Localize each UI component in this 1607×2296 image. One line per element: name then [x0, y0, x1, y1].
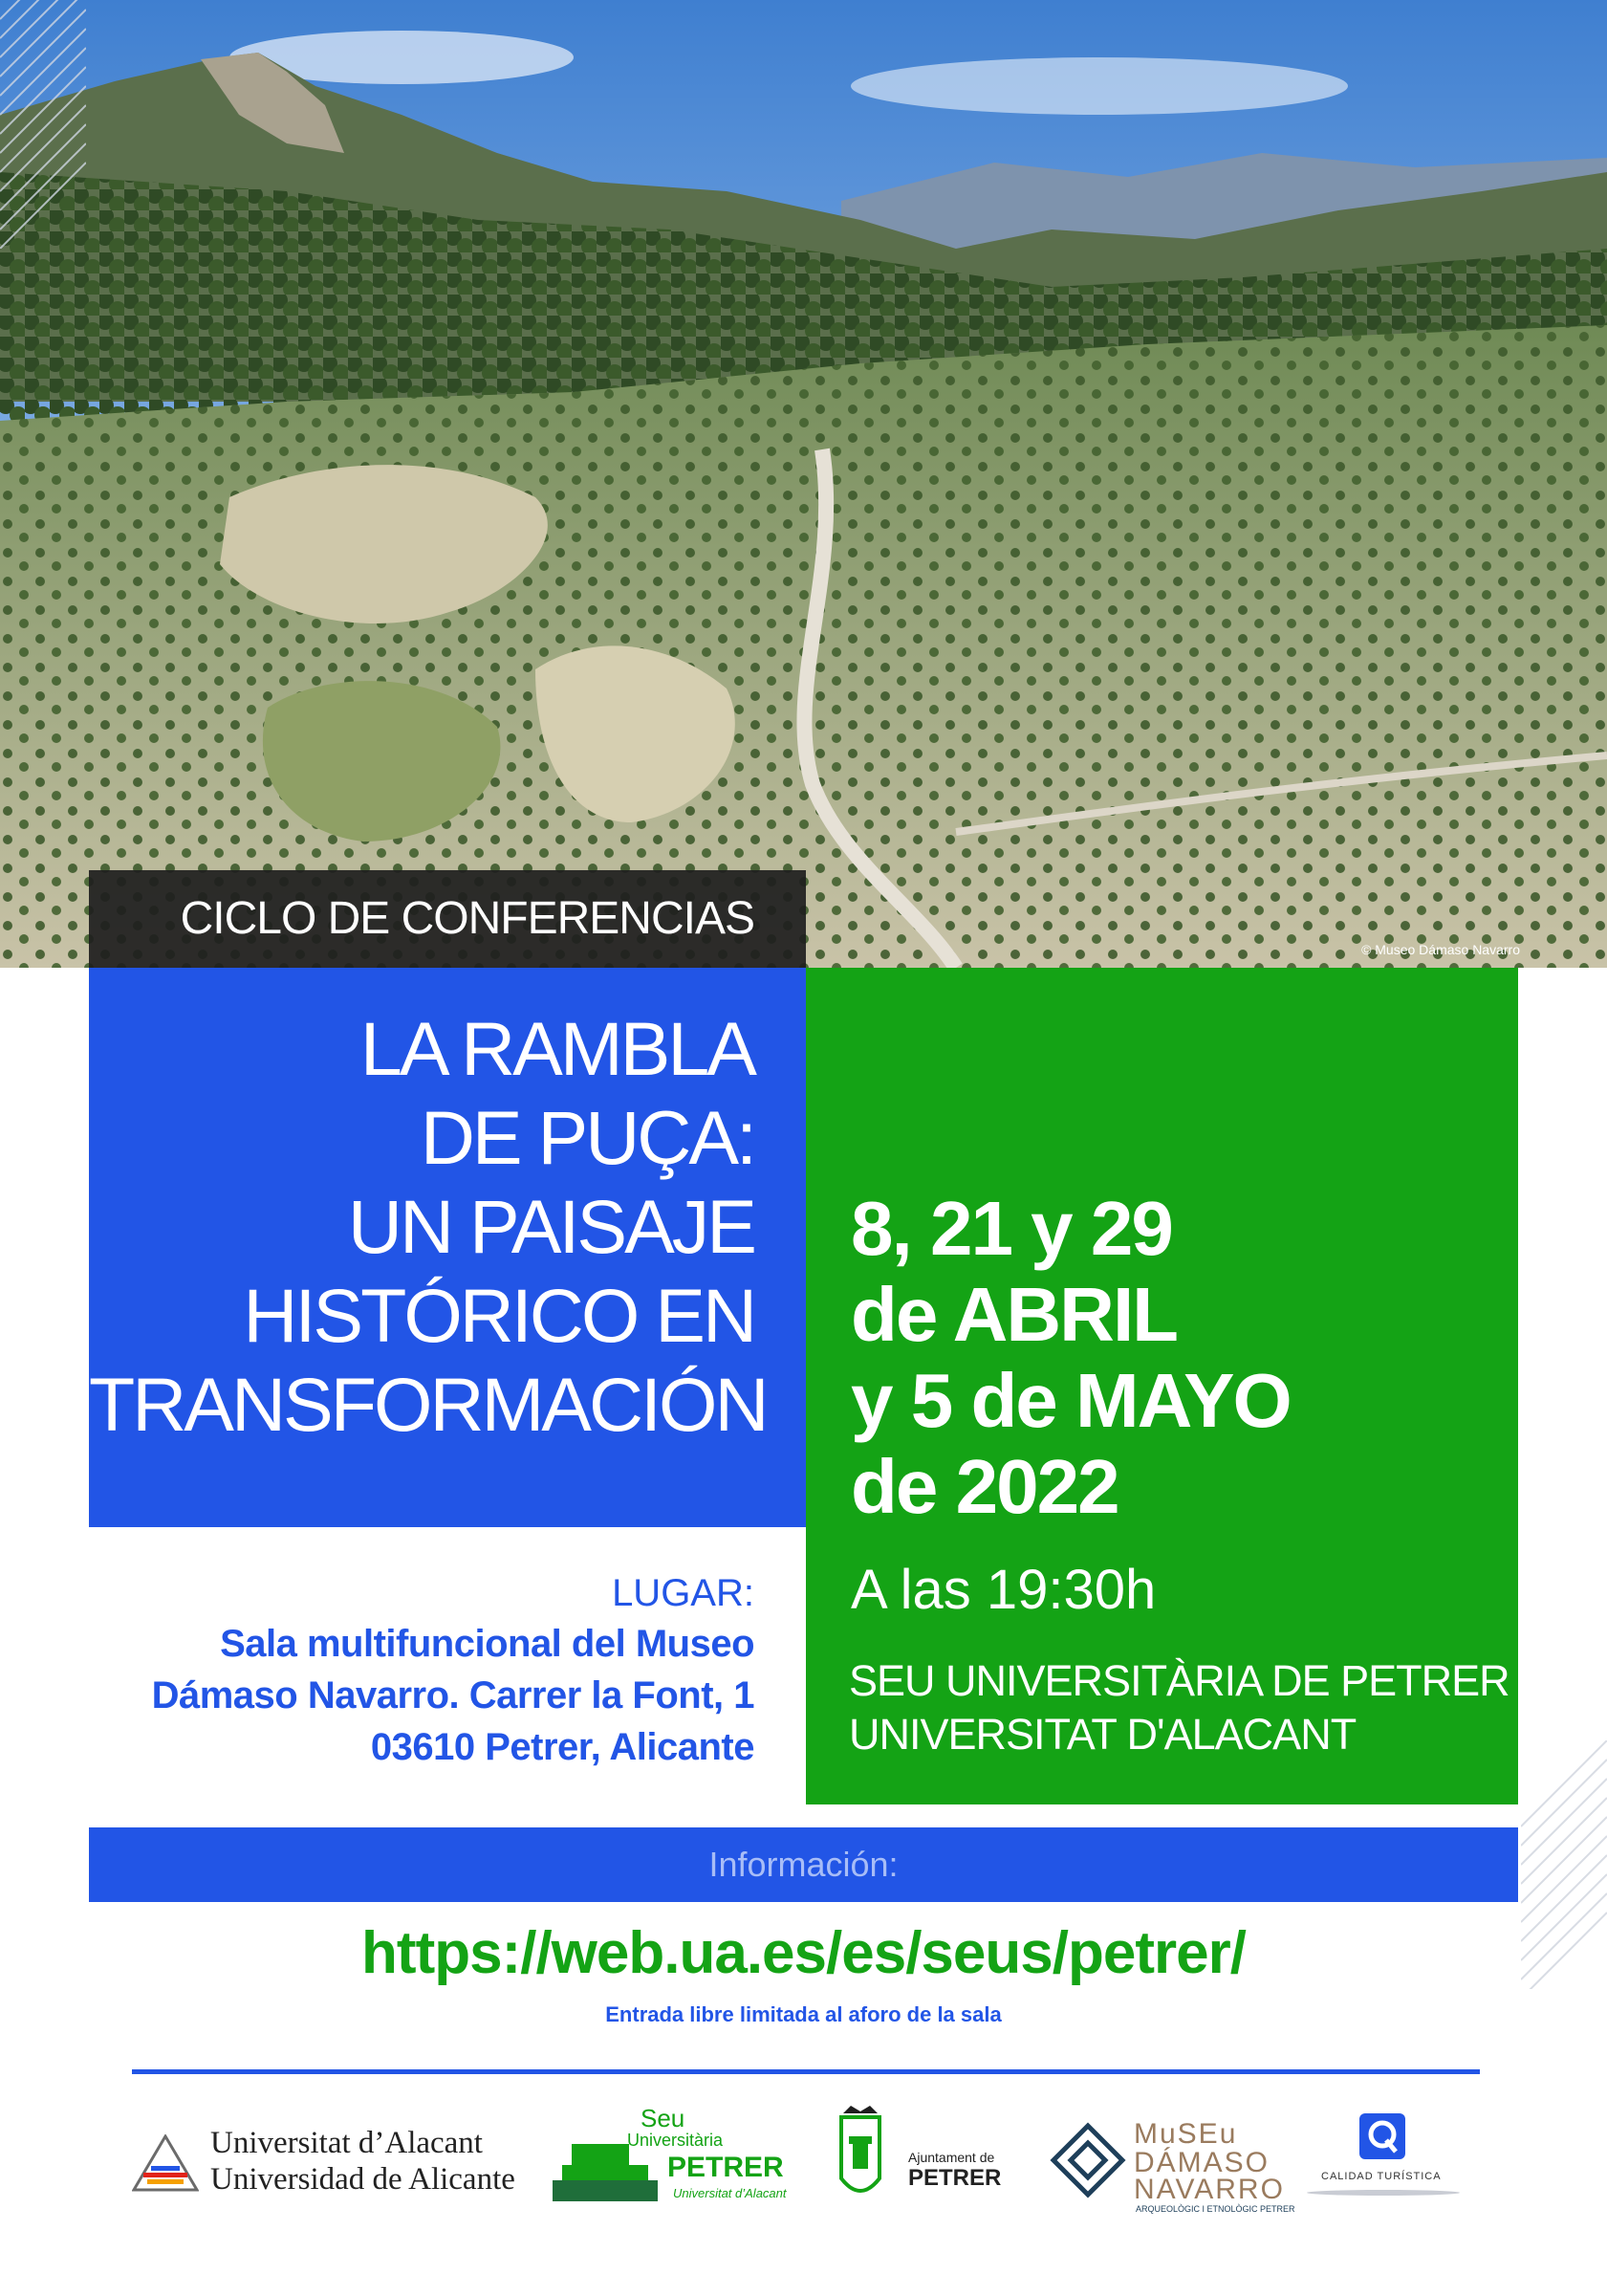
ua-emblem-icon [132, 2134, 199, 2192]
title-line: UN PAISAJE [347, 1184, 754, 1269]
event-time: A las 19:30h [851, 1559, 1157, 1621]
museo-word: MuSEu [1134, 2118, 1238, 2150]
calidad-label: CALIDAD TURÍSTICA [1321, 2171, 1442, 2182]
info-label: Información: [708, 1845, 899, 1884]
entry-note: Entrada libre limitada al aforo de la sala [605, 2002, 1002, 2026]
date-line: de 2022 [851, 1444, 1118, 1529]
event-title [89, 1004, 767, 1449]
organizer-line: SEU UNIVERSITÀRIA DE PETRER [849, 1656, 1509, 1705]
ua-name-spanish: Universidad de Alicante [210, 2162, 515, 2197]
ciclo-label: CICLO DE CONFERENCIAS [180, 893, 754, 944]
seu-petrer: PETRER [667, 2152, 784, 2183]
title-line: LA RAMBLA [359, 1006, 754, 1091]
universitat-alacant-logo [132, 2125, 524, 2201]
title-line: TRANSFORMACIÓN [89, 1362, 767, 1447]
ajuntament-petrer: PETRER [908, 2165, 1002, 2191]
date-line: de ABRIL [851, 1272, 1178, 1357]
calidad-turistica-logo [1302, 2111, 1465, 2202]
landscape-photo [0, 0, 1607, 968]
calidad-swoosh [1307, 2190, 1460, 2196]
title-line: HISTÓRICO EN [243, 1273, 754, 1358]
museo-emblem-icon [1050, 2122, 1126, 2198]
photo-credit: © Museo Dámaso Navarro [1361, 942, 1520, 957]
museo-subtitle: ARQUEOLÒGIC I ETNOLÒGIC PETRER [1136, 2204, 1295, 2214]
venue-line: Sala multifuncional del Museo [220, 1623, 754, 1665]
date-line: 8, 21 y 29 [851, 1186, 1172, 1271]
q-quality-icon [1357, 2111, 1407, 2161]
ajuntament-petrer-logo [832, 2104, 1004, 2209]
venue-line: 03610 Petrer, Alicante [370, 1726, 754, 1768]
decorative-hatch-top-left [0, 0, 86, 249]
divider [132, 2069, 1480, 2074]
museo-damaso: DÁMASO [1134, 2147, 1270, 2178]
ua-name-valencian: Universitat d’Alacant [210, 2126, 483, 2160]
title-line: DE PUÇA: [420, 1095, 754, 1180]
museo-damaso-navarro-logo [1050, 2118, 1295, 2214]
seu-petrer-logo [553, 2104, 801, 2209]
info-url-link[interactable]: https://web.ua.es/es/seus/petrer/ [361, 1920, 1246, 1986]
organizer-line: UNIVERSITAT D'ALACANT [849, 1710, 1357, 1759]
seu-universitat: Universitat d’Alacant [673, 2186, 787, 2200]
coat-of-arms-icon [832, 2104, 889, 2209]
venue-line: Dámaso Navarro. Carrer la Font, 1 [151, 1674, 754, 1717]
museo-navarro: NAVARRO [1134, 2174, 1285, 2205]
seu-universitaria: Universitària [627, 2131, 724, 2150]
venue [89, 1568, 754, 1773]
seu-word: Seu [641, 2104, 685, 2132]
ajuntament-label: Ajuntament de [908, 2150, 995, 2165]
venue-label: LUGAR: [612, 1572, 754, 1614]
date-line: y 5 de MAYO [851, 1358, 1291, 1443]
event-dates [851, 1186, 1291, 1530]
organizer [849, 1654, 1509, 1761]
